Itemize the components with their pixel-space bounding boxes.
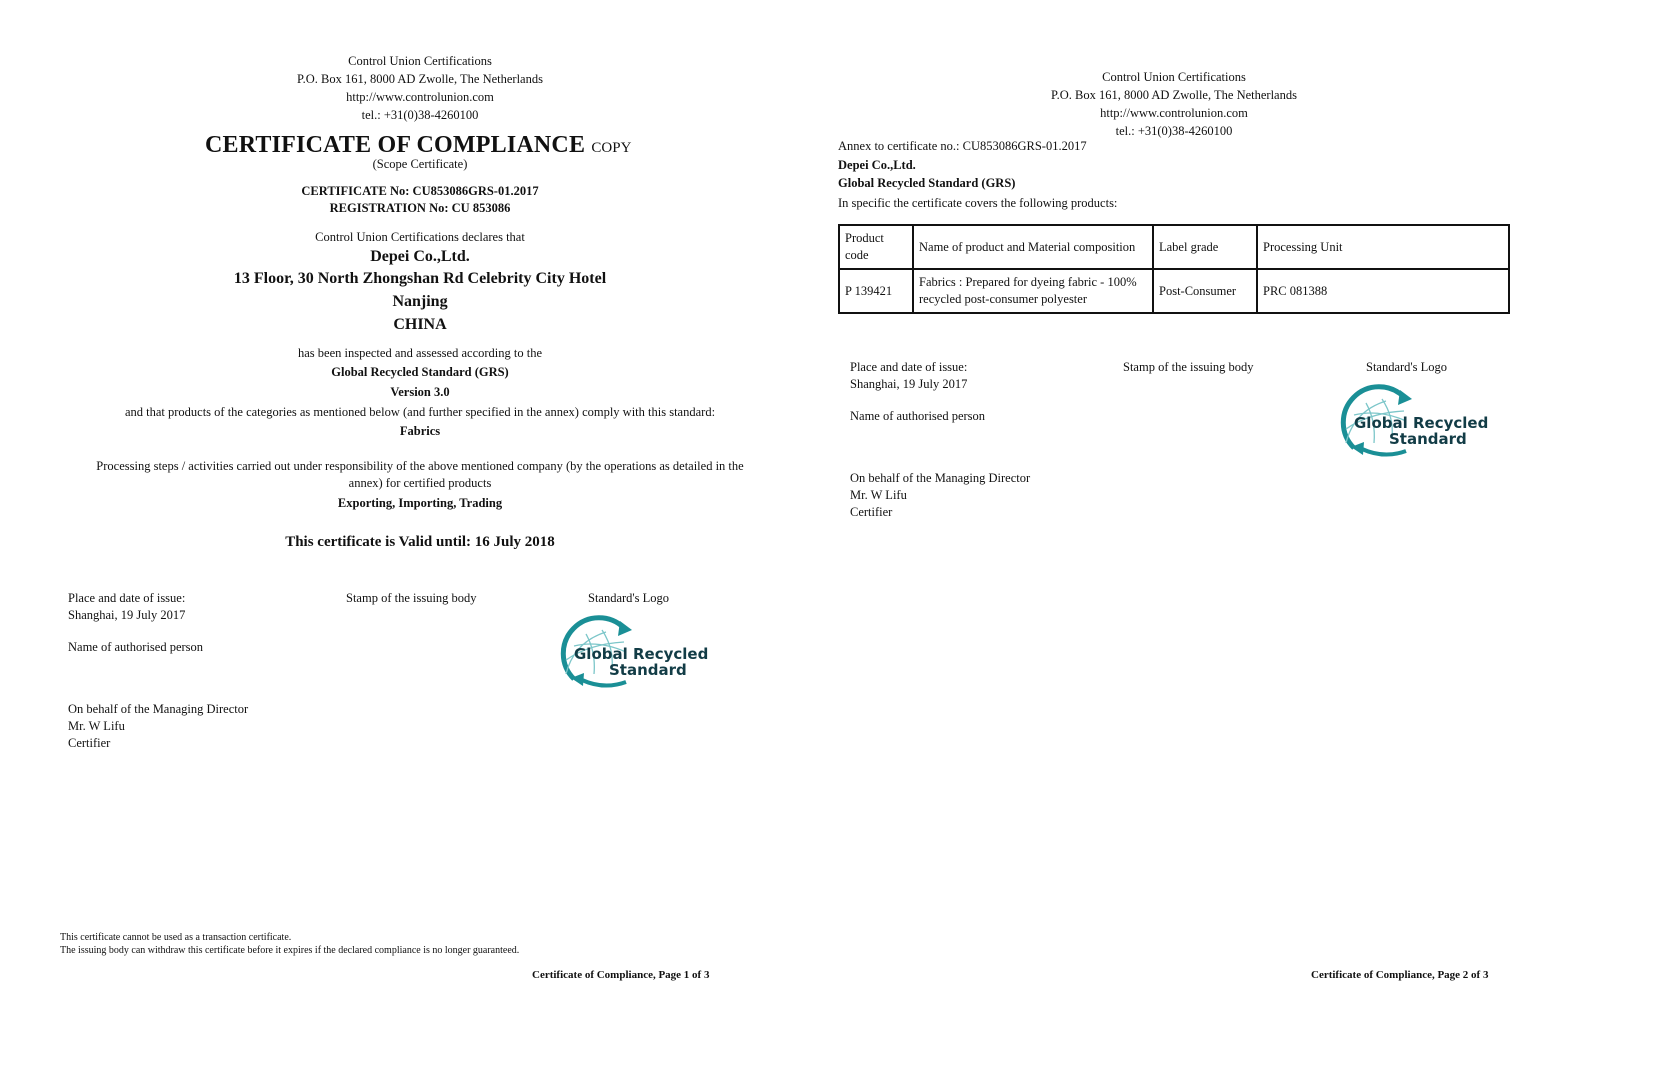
cell-label-grade: Post-Consumer	[1153, 269, 1257, 313]
place-date-label: Place and date of issue:	[68, 591, 186, 605]
cell-product-name: Fabrics : Prepared for dyeing fabric - 100% recycled post-consumer polyester	[913, 269, 1153, 313]
issuer-website: http://www.controlunion.com	[1100, 106, 1248, 120]
issuer-header	[270, 52, 570, 124]
standard-logo-label: Standard's Logo	[588, 591, 670, 605]
table-header-row	[839, 225, 1509, 269]
issuer-phone: tel.: +31(0)38-4260100	[1115, 124, 1233, 138]
header-product-name: Name of product and Material composition	[913, 225, 1153, 269]
behalf-text: On behalf of the Managing Director	[68, 702, 249, 716]
company-name: Depei Co.,Ltd.	[370, 248, 470, 265]
logo-text-line2: Standard	[609, 661, 687, 679]
company-address: 13 Floor, 30 North Zhongshan Rd Celebrity City Hotel	[233, 270, 607, 287]
place-date-value: Shanghai, 19 July 2017	[68, 608, 186, 622]
categories-text: and that products of the categories as mentioned below (and further specified in the annex) comply with this standard:	[124, 405, 716, 419]
stamp-label: Stamp of the issuing body	[346, 591, 477, 605]
valid-until: This certificate is Valid until: 16 July 2018	[285, 534, 555, 550]
registration-number: REGISTRATION No: CU 853086	[329, 201, 511, 215]
header-label-grade: Label grade	[1153, 225, 1257, 269]
issuer-address: P.O. Box 161, 8000 AD Zwolle, The Netherlands	[1051, 88, 1297, 102]
page-footer: Certificate of Compliance, Page 2 of 3	[1311, 969, 1489, 981]
certificate-number: CERTIFICATE No: CU853086GRS-01.2017	[301, 184, 539, 198]
logo-text-line2: Standard	[1389, 430, 1467, 448]
logo-text-line1: Global Recycled	[1354, 414, 1489, 432]
annex-covers-text: In specific the certificate covers the following products:	[838, 196, 1118, 210]
processing-text-2: annex) for certified products	[348, 476, 492, 490]
issuer-header	[964, 68, 1384, 140]
certificate-title: CERTIFICATE OF COMPLIANCE	[205, 132, 586, 158]
person-name: Mr. W Lifu	[850, 488, 907, 502]
person-name: Mr. W Lifu	[68, 719, 125, 733]
processing-steps: Exporting, Importing, Trading	[337, 496, 503, 510]
processing-text-1: Processing steps / activities carried out under responsibility of the above mentioned company (by the operations as detailed in the	[96, 459, 744, 473]
authorised-person-label: Name of authorised person	[850, 409, 986, 423]
scope-label: (Scope Certificate)	[372, 157, 468, 171]
issuer-name: Control Union Certifications	[1102, 70, 1246, 84]
footnote-2: The issuing body can withdraw this certificate before it expires if the declared compliance is no longer guaranteed.	[60, 945, 520, 956]
issuer-name: Control Union Certifications	[348, 54, 492, 68]
declares-text: Control Union Certifications declares that	[315, 230, 525, 244]
inspected-text: has been inspected and assessed according to the	[297, 346, 542, 360]
issuer-address: P.O. Box 161, 8000 AD Zwolle, The Netherlands	[297, 72, 543, 86]
authorised-person-label: Name of authorised person	[68, 640, 204, 654]
products-table	[838, 224, 1510, 314]
person-role: Certifier	[68, 736, 111, 750]
cell-processing-unit: PRC 081388	[1257, 269, 1509, 313]
copy-mark: COPY	[591, 140, 632, 156]
grs-logo	[1324, 381, 1489, 461]
place-date-label: Place and date of issue:	[850, 360, 968, 374]
issuer-phone: tel.: +31(0)38-4260100	[361, 108, 479, 122]
person-role: Certifier	[850, 505, 893, 519]
company-country: CHINA	[393, 316, 447, 333]
issuer-website: http://www.controlunion.com	[346, 90, 494, 104]
annex-company: Depei Co.,Ltd.	[838, 158, 916, 172]
standard-logo-label: Standard's Logo	[1366, 360, 1448, 374]
behalf-text: On behalf of the Managing Director	[850, 471, 1031, 485]
standard-name: Global Recycled Standard (GRS)	[331, 365, 509, 379]
standard-version: Version 3.0	[390, 385, 450, 399]
company-city: Nanjing	[392, 293, 448, 310]
cell-product-code: P 139421	[839, 269, 913, 313]
annex-standard: Global Recycled Standard (GRS)	[838, 176, 1016, 190]
header-product-code: Product code	[839, 225, 913, 269]
certificate-page-2	[831, 0, 1662, 1076]
place-date-value: Shanghai, 19 July 2017	[850, 377, 968, 391]
annex-reference: Annex to certificate no.: CU853086GRS-01.2017	[838, 139, 1087, 153]
logo-text-line1: Global Recycled	[574, 645, 709, 663]
product-category: Fabrics	[399, 424, 441, 438]
footnote-1: This certificate cannot be used as a transaction certificate.	[60, 932, 292, 943]
grs-logo	[544, 612, 709, 692]
table-row	[839, 269, 1509, 313]
stamp-label: Stamp of the issuing body	[1123, 360, 1254, 374]
page-footer: Certificate of Compliance, Page 1 of 3	[532, 969, 710, 981]
header-processing-unit: Processing Unit	[1257, 225, 1509, 269]
